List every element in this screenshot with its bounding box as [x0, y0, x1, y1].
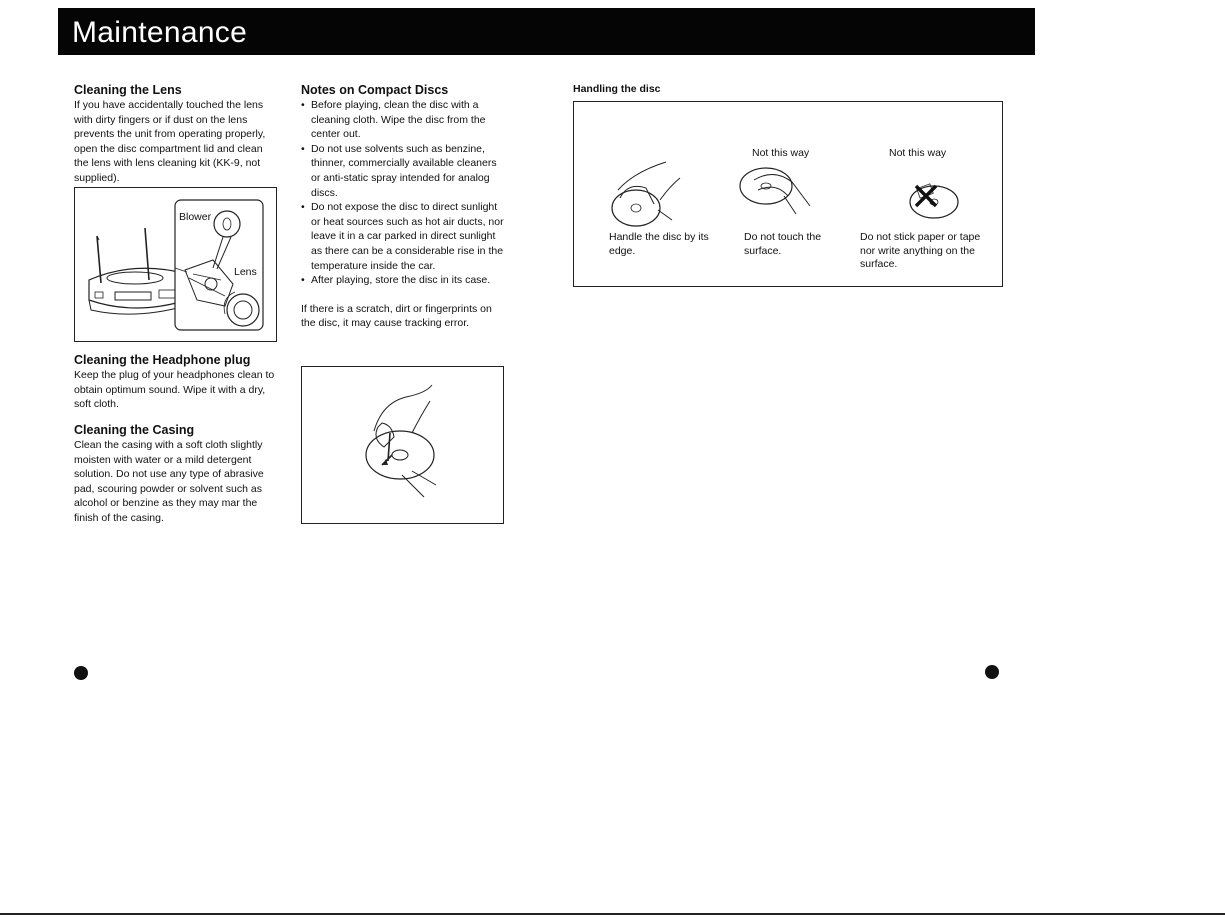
disc-cleaning-figure	[301, 366, 504, 524]
handling-figure	[573, 101, 1003, 287]
discs-bullet-list	[301, 98, 504, 288]
lens-body: If you have accidentally touched the lens with dirty fingers or if dust on the lens prevents the unit from operating properly, open the disc compartment lid and clean the lens with lens cleaning kit (KK-9, not supplied).	[74, 99, 266, 184]
panel-caption: Handle the disc by its edge.	[609, 231, 709, 257]
panel-caption: Do not touch the surface.	[744, 231, 822, 257]
casing-section	[74, 422, 284, 526]
headphone-body: Keep the plug of your headphones clean to obtain optimum sound. Wipe it with a dry, soft cloth.	[74, 369, 275, 411]
discs-section	[301, 82, 504, 331]
headphone-heading: Cleaning the Headphone plug	[74, 353, 251, 367]
handling-heading: Handling the disc	[573, 83, 661, 95]
casing-heading: Cleaning the Casing	[74, 423, 195, 437]
bottom-rule	[0, 913, 1225, 915]
blower-label: Blower	[179, 211, 212, 223]
registration-mark	[985, 665, 999, 679]
discs-bullet: • After playing, store the disc in its case.	[301, 273, 504, 288]
discs-note: If there is a scratch, dirt or fingerprints on the disc, it may cause tracking error.	[301, 302, 492, 330]
lens-heading: Cleaning the Lens	[74, 83, 182, 97]
lens-label: Lens	[234, 266, 257, 278]
discs-heading: Notes on Compact Discs	[301, 83, 449, 97]
discs-bullet: • Do not use solvents such as benzine, thinner, commercially available cleaners or anti-static spray intended for analog discs.	[301, 142, 504, 200]
lens-figure	[74, 187, 277, 342]
header-bar	[58, 8, 1035, 55]
panel-title: Not this way	[889, 147, 947, 159]
casing-body: Clean the casing with a soft cloth slightly moisten with water or a mild detergent solution. Do not use any type of abrasive pad, scouring powder or solvent such as alcohol or benzine as they may mar the finish of the casing.	[74, 439, 264, 524]
discs-bullet: • Before playing, clean the disc with a cleaning cloth. Wipe the disc from the center out.	[301, 98, 504, 142]
handling-section	[573, 81, 873, 97]
panel-caption: Do not stick paper or tape nor write anything on the surface.	[860, 231, 981, 270]
discs-bullet: • Do not expose the disc to direct sunlight or heat sources such as hot air ducts, nor leave it in a car parked in direct sunlight as there can be a considerable rise in the temperature inside the car.	[301, 200, 504, 273]
lens-section	[74, 82, 279, 186]
panel-title: Not this way	[752, 147, 810, 159]
registration-mark	[74, 666, 88, 680]
disc-wipe-illustration	[302, 367, 505, 525]
headphone-section	[74, 352, 284, 412]
page-title: Maintenance	[72, 16, 248, 49]
